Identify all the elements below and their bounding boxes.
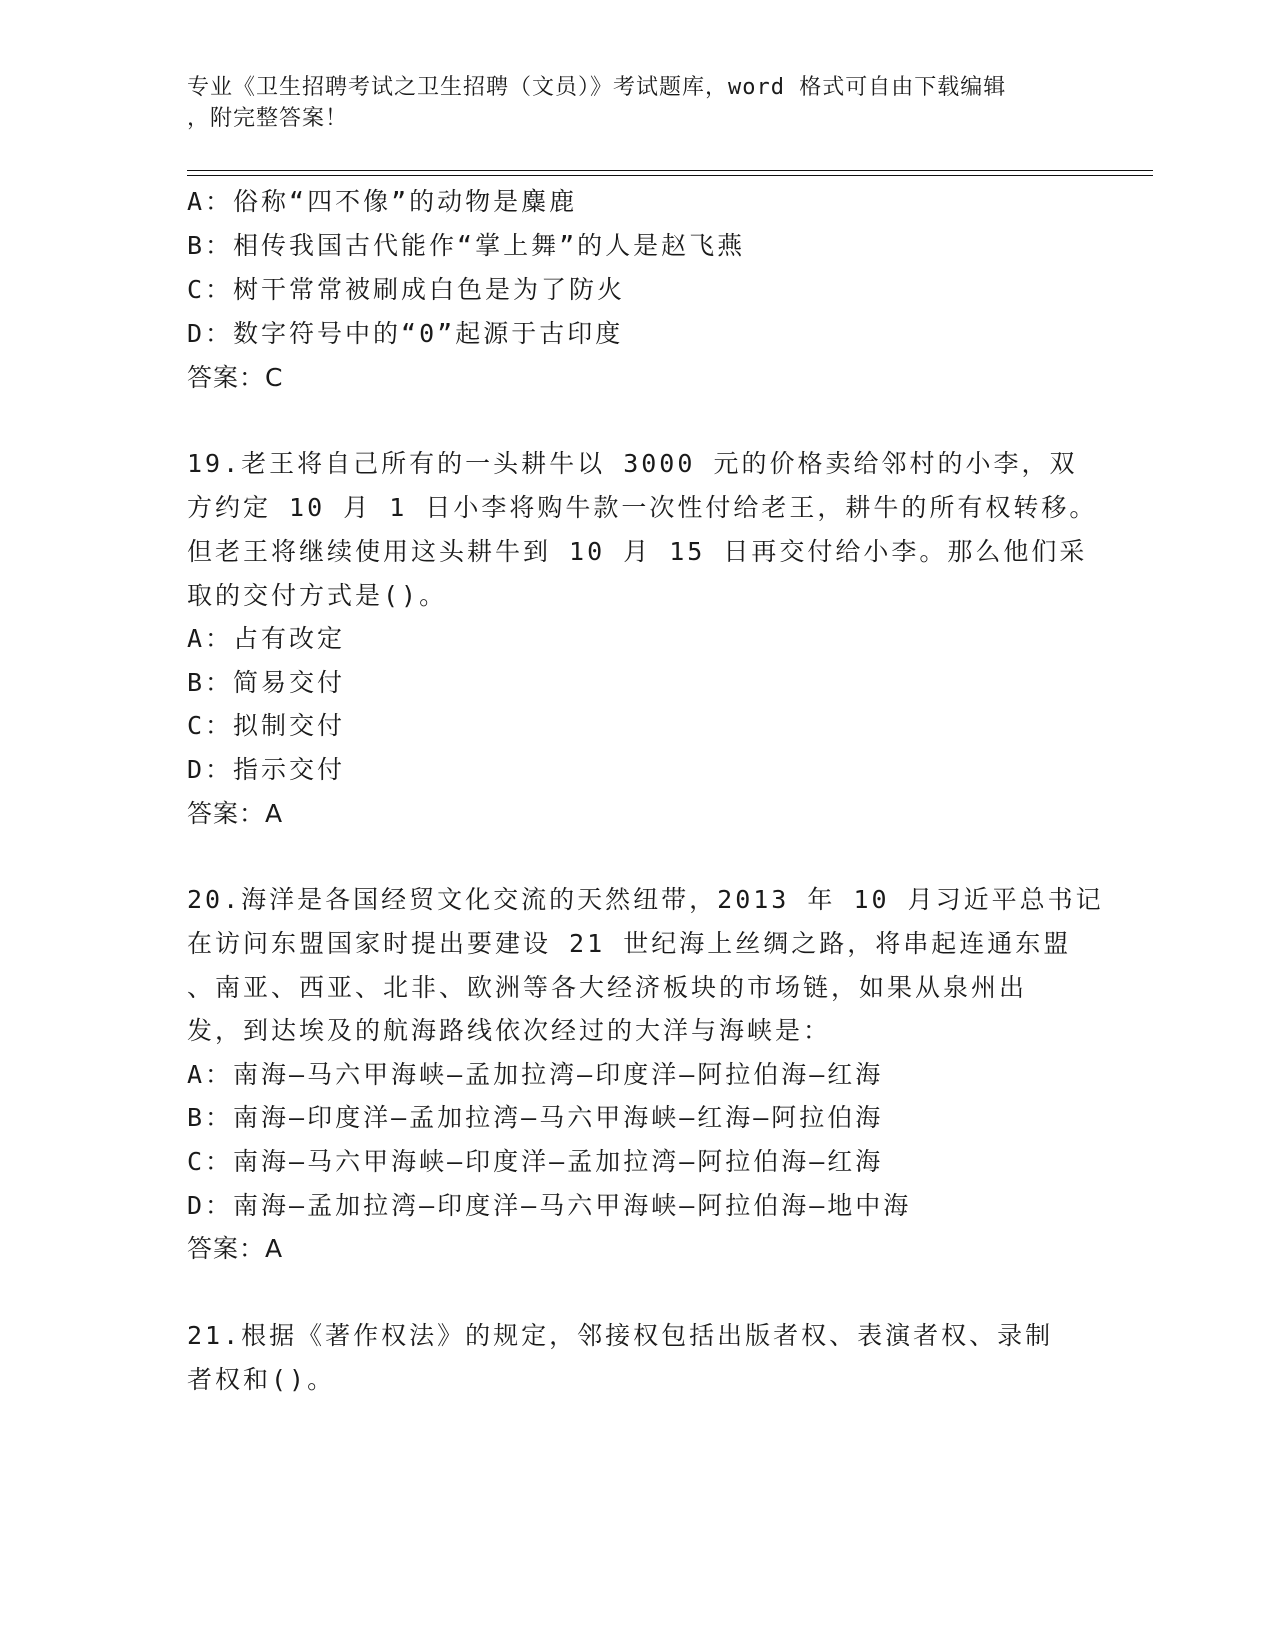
q20-answer: 答案：A: [187, 1234, 284, 1263]
q21-stem-line-1: 21.根据《著作权法》的规定，邻接权包括出版者权、表演者权、录制: [187, 1321, 1054, 1350]
q20-option-c: C：南海—马六甲海峡—印度洋—孟加拉湾—阿拉伯海—红海: [187, 1147, 884, 1176]
q19-stem-line-1: 19.老王将自己所有的一头耕牛以 3000 元的价格卖给邻村的小李，双: [187, 449, 1078, 478]
q19-option-d: D：指示交付: [187, 755, 346, 784]
q18-option-b: B：相传我国古代能作“掌上舞”的人是赵飞燕: [187, 231, 746, 260]
q18-option-a: A：俗称“四不像”的动物是麋鹿: [187, 187, 578, 216]
q18-option-d: D：数字符号中的“0”起源于古印度: [187, 319, 624, 348]
q20-stem-line-4: 发，到达埃及的航海路线依次经过的大洋与海峡是：: [187, 1016, 832, 1045]
header-line-2: ，附完整答案！: [187, 106, 349, 131]
q19-option-a: A：占有改定: [187, 624, 346, 653]
q20-stem-line-2: 在访问东盟国家时提出要建设 21 世纪海上丝绸之路，将串起连通东盟: [187, 929, 1072, 958]
q20-stem-line-1: 20.海洋是各国经贸文化交流的天然纽带，2013 年 10 月习近平总书记: [187, 885, 1104, 914]
q19-stem-line-2: 方约定 10 月 1 日小李将购牛款一次性付给老王，耕牛的所有权转移。: [187, 493, 1098, 522]
header-rule-top: [187, 170, 1153, 171]
q19-stem-line-3: 但老王将继续使用这头耕牛到 10 月 15 日再交付给小李。那么他们采: [187, 537, 1088, 566]
header-line-1: 专业《卫生招聘考试之卫生招聘（文员）》考试题库，word 格式可自由下载编辑: [187, 75, 1007, 100]
q19-option-b: B：简易交付: [187, 668, 346, 697]
q19-stem-line-4: 取的交付方式是()。: [187, 581, 448, 610]
q20-option-a: A：南海—马六甲海峡—孟加拉湾—印度洋—阿拉伯海—红海: [187, 1060, 884, 1089]
q20-stem-line-3: 、南亚、西亚、北非、欧洲等各大经济板块的市场链，如果从泉州出: [187, 973, 1028, 1002]
q20-option-b: B：南海—印度洋—孟加拉湾—马六甲海峡—红海—阿拉伯海: [187, 1103, 884, 1132]
q18-answer: 答案：C: [187, 363, 284, 392]
q18-option-c: C：树干常常被刷成白色是为了防火: [187, 275, 626, 304]
header-rule-bottom: [187, 175, 1153, 176]
q20-option-d: D：南海—孟加拉湾—印度洋—马六甲海峡—阿拉伯海—地中海: [187, 1191, 912, 1220]
q21-stem-line-2: 者权和()。: [187, 1365, 336, 1394]
q19-answer: 答案：A: [187, 799, 284, 828]
q19-option-c: C：拟制交付: [187, 711, 346, 740]
